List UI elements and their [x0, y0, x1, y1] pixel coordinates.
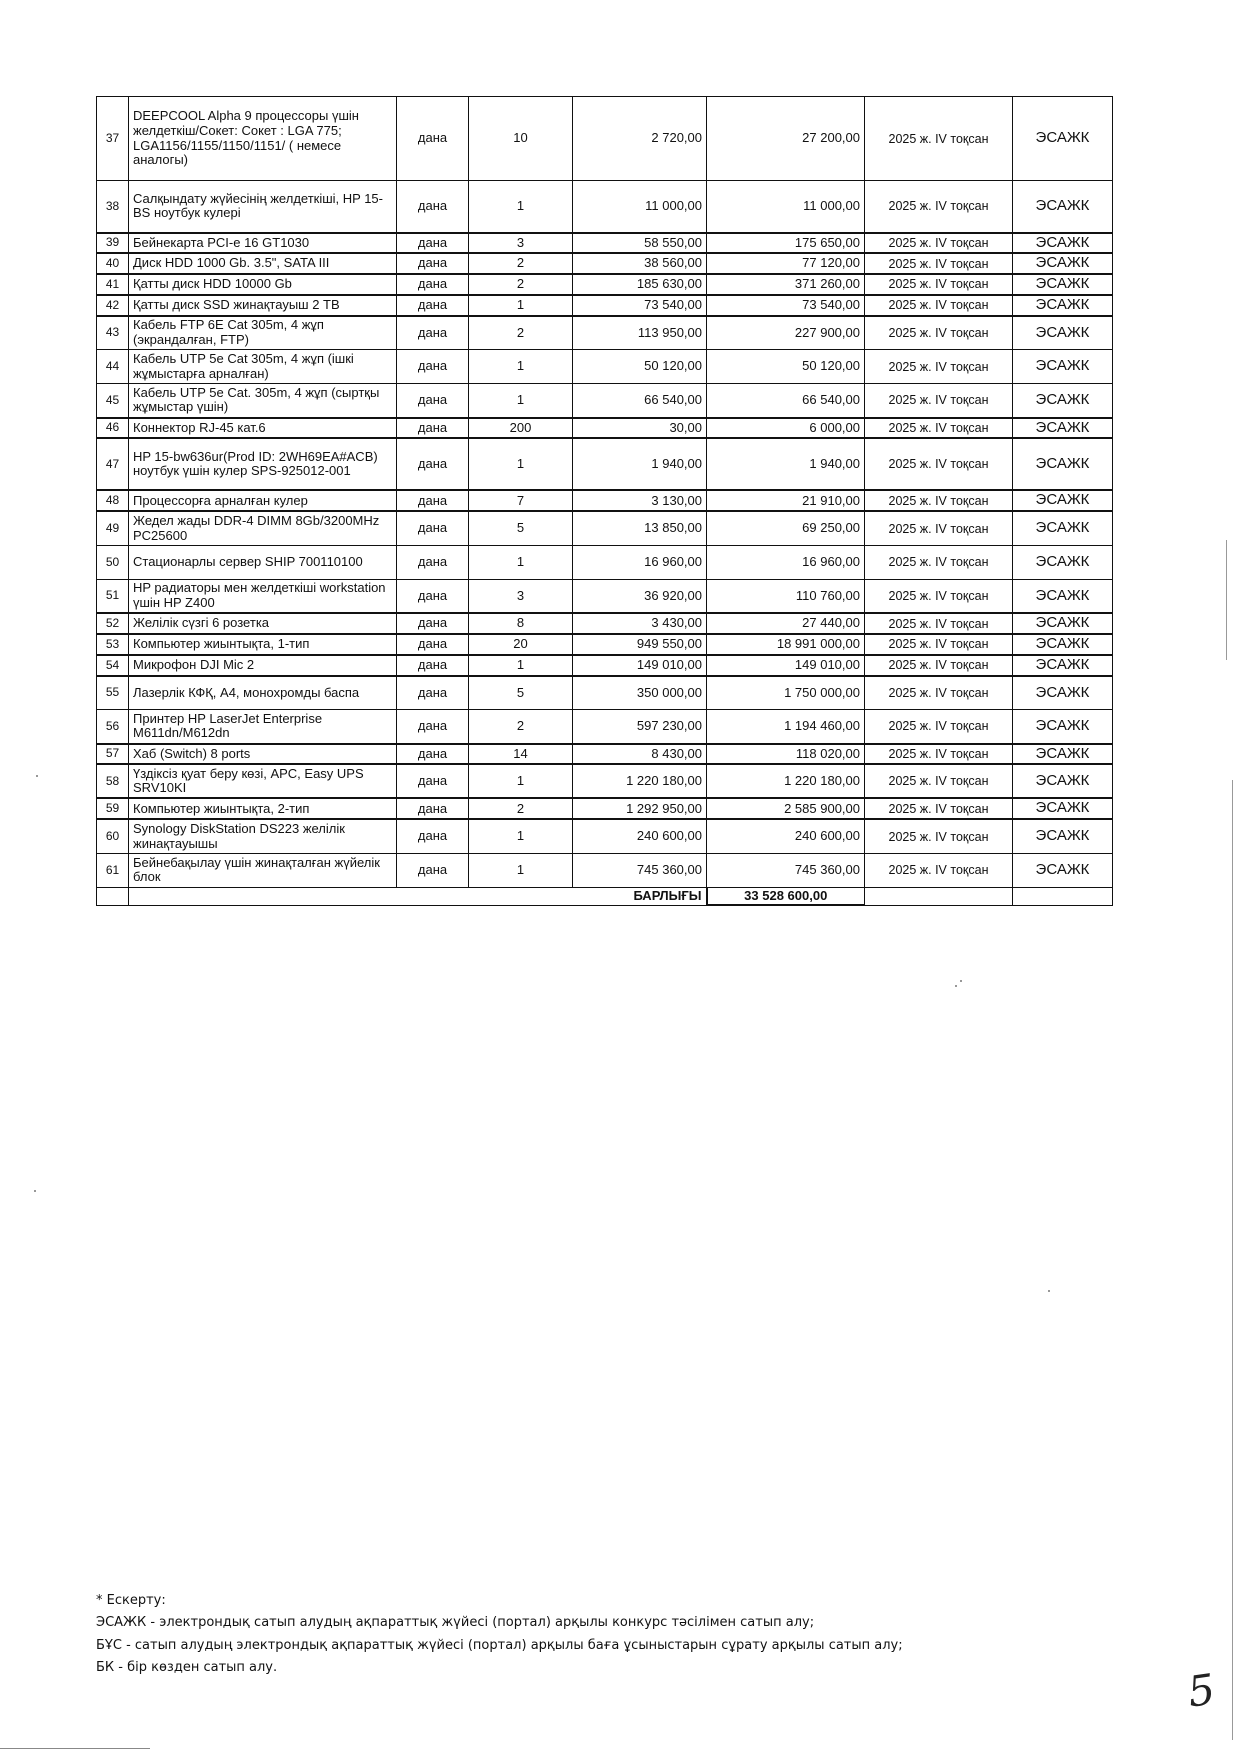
delivery-term-cell: 2025 ж. IV тоқсан	[865, 655, 1013, 676]
procurement-method-cell: ЭСАЖК	[1013, 274, 1113, 295]
total-amount-cell: 227 900,00	[707, 316, 865, 350]
quantity-cell: 1	[469, 438, 573, 490]
item-name-cell: Компьютер жиынтықта, 1-тип	[129, 634, 397, 655]
unit-price-cell: 11 000,00	[573, 181, 707, 233]
total-amount-cell: 21 910,00	[707, 490, 865, 511]
procurement-method-cell: ЭСАЖК	[1013, 438, 1113, 490]
empty-cell	[1013, 887, 1113, 905]
delivery-term-cell: 2025 ж. IV тоқсан	[865, 764, 1013, 798]
unit-price-cell: 149 010,00	[573, 655, 707, 676]
item-name-cell: Диск HDD 1000 Gb. 3.5", SATA III	[129, 253, 397, 274]
scan-speck	[1048, 1290, 1050, 1292]
delivery-term-cell: 2025 ж. IV тоқсан	[865, 710, 1013, 744]
procurement-method-cell: ЭСАЖК	[1013, 295, 1113, 316]
unit-price-cell: 38 560,00	[573, 253, 707, 274]
delivery-term-cell: 2025 ж. IV тоқсан	[865, 295, 1013, 316]
procurement-method-cell: ЭСАЖК	[1013, 819, 1113, 853]
table-row	[97, 744, 1113, 765]
footnote-line-bus: БҰС - сатып алудың электрондық ақпараттық жүйесі (портал) арқылы баға ұсыныстарын сұрату арқылы сатып алу;	[96, 1637, 903, 1653]
delivery-term-cell: 2025 ж. IV тоқсан	[865, 819, 1013, 853]
item-name-cell: Процессорға арналған кулер	[129, 490, 397, 511]
unit-cell: дана	[397, 384, 469, 418]
delivery-term-cell: 2025 ж. IV тоқсан	[865, 418, 1013, 439]
item-name-cell: Кабель UTP 5e Cat. 305m, 4 жұп (сыртқы жұмыстар үшін)	[129, 384, 397, 418]
procurement-method-cell: ЭСАЖК	[1013, 798, 1113, 819]
row-number-cell: 46	[97, 418, 129, 439]
delivery-term-cell: 2025 ж. IV тоқсан	[865, 490, 1013, 511]
delivery-term-cell: 2025 ж. IV тоқсан	[865, 97, 1013, 181]
total-amount-cell: 371 260,00	[707, 274, 865, 295]
unit-cell: дана	[397, 490, 469, 511]
delivery-term-cell: 2025 ж. IV тоқсан	[865, 744, 1013, 765]
unit-price-cell: 3 430,00	[573, 613, 707, 634]
page-number-mark: 5	[1184, 1664, 1219, 1717]
row-number-cell: 52	[97, 613, 129, 634]
table-row	[97, 676, 1113, 710]
scan-edge-line	[1226, 540, 1227, 660]
table-row	[97, 350, 1113, 384]
item-name-cell: Желілік сүзгі 6 розетка	[129, 613, 397, 634]
item-name-cell: Synology DiskStation DS223 желілік жинақтауышы	[129, 819, 397, 853]
quantity-cell: 200	[469, 418, 573, 439]
item-name-cell: Үздіксіз қуат беру көзі, APC, Easy UPS SRV10KI	[129, 764, 397, 798]
row-number-cell: 43	[97, 316, 129, 350]
item-name-cell: HP 15-bw636ur(Prod ID: 2WH69EA#ACB) ноутбук үшін кулер SPS-925012-001	[129, 438, 397, 490]
item-name-cell: Кабель UTP 5e Cat 305m, 4 жұп (ішкі жұмыстарға арналған)	[129, 350, 397, 384]
unit-cell: дана	[397, 545, 469, 579]
total-amount-cell: 11 000,00	[707, 181, 865, 233]
item-name-cell: Қатты диск HDD 10000 Gb	[129, 274, 397, 295]
row-number-cell: 42	[97, 295, 129, 316]
table-row	[97, 274, 1113, 295]
delivery-term-cell: 2025 ж. IV тоқсан	[865, 233, 1013, 254]
procurement-method-cell: ЭСАЖК	[1013, 744, 1113, 765]
unit-price-cell: 240 600,00	[573, 819, 707, 853]
scan-speck	[36, 775, 38, 777]
table-row	[97, 490, 1113, 511]
quantity-cell: 1	[469, 545, 573, 579]
row-number-cell: 44	[97, 350, 129, 384]
quantity-cell: 2	[469, 798, 573, 819]
unit-price-cell: 30,00	[573, 418, 707, 439]
procurement-table	[96, 96, 1113, 906]
table-row	[97, 97, 1113, 181]
total-amount-cell: 745 360,00	[707, 853, 865, 887]
footnote-line-bk: БК - бір көзден сатып алу.	[96, 1660, 278, 1676]
table-row	[97, 233, 1113, 254]
table-row	[97, 384, 1113, 418]
quantity-cell: 2	[469, 253, 573, 274]
table-row	[97, 438, 1113, 490]
total-amount-cell: 118 020,00	[707, 744, 865, 765]
quantity-cell: 1	[469, 819, 573, 853]
item-name-cell: Компьютер жиынтықта, 2-тип	[129, 798, 397, 819]
row-number-cell: 48	[97, 490, 129, 511]
unit-cell: дана	[397, 295, 469, 316]
item-name-cell: DEEPCOOL Alpha 9 процессоры үшін желдеткіш/Сокет: Сокет : LGA 775; LGA1156/1155/1150/1151/ ( немесе аналогы)	[129, 97, 397, 181]
procurement-method-cell: ЭСАЖК	[1013, 253, 1113, 274]
procurement-method-cell: ЭСАЖК	[1013, 764, 1113, 798]
quantity-cell: 1	[469, 295, 573, 316]
table-row	[97, 253, 1113, 274]
unit-cell: дана	[397, 418, 469, 439]
unit-cell: дана	[397, 655, 469, 676]
delivery-term-cell: 2025 ж. IV тоқсан	[865, 798, 1013, 819]
delivery-term-cell: 2025 ж. IV тоқсан	[865, 511, 1013, 545]
total-amount-cell: 2 585 900,00	[707, 798, 865, 819]
quantity-cell: 1	[469, 655, 573, 676]
delivery-term-cell: 2025 ж. IV тоқсан	[865, 253, 1013, 274]
item-name-cell: Салқындату жүйесінің желдеткіші, HP 15-BS ноутбук кулері	[129, 181, 397, 233]
unit-cell: дана	[397, 253, 469, 274]
unit-cell: дана	[397, 710, 469, 744]
quantity-cell: 3	[469, 579, 573, 613]
delivery-term-cell: 2025 ж. IV тоқсан	[865, 613, 1013, 634]
unit-price-cell: 2 720,00	[573, 97, 707, 181]
table-row	[97, 764, 1113, 798]
quantity-cell: 20	[469, 634, 573, 655]
unit-cell: дана	[397, 316, 469, 350]
procurement-method-cell: ЭСАЖК	[1013, 316, 1113, 350]
unit-price-cell: 36 920,00	[573, 579, 707, 613]
unit-price-cell: 8 430,00	[573, 744, 707, 765]
unit-cell: дана	[397, 634, 469, 655]
row-number-cell: 40	[97, 253, 129, 274]
delivery-term-cell: 2025 ж. IV тоқсан	[865, 676, 1013, 710]
procurement-method-cell: ЭСАЖК	[1013, 350, 1113, 384]
item-name-cell: Жедел жады DDR-4 DIMM 8Gb/3200MHz PC25600	[129, 511, 397, 545]
unit-price-cell: 66 540,00	[573, 384, 707, 418]
quantity-cell: 1	[469, 384, 573, 418]
unit-cell: дана	[397, 764, 469, 798]
total-amount-cell: 16 960,00	[707, 545, 865, 579]
item-name-cell: Бейнебақылау үшін жинақталған жүйелік блок	[129, 853, 397, 887]
delivery-term-cell: 2025 ж. IV тоқсан	[865, 438, 1013, 490]
unit-cell: дана	[397, 853, 469, 887]
total-amount-cell: 1 194 460,00	[707, 710, 865, 744]
unit-price-cell: 597 230,00	[573, 710, 707, 744]
row-number-cell: 56	[97, 710, 129, 744]
unit-cell: дана	[397, 798, 469, 819]
delivery-term-cell: 2025 ж. IV тоқсан	[865, 634, 1013, 655]
total-amount-cell: 1 750 000,00	[707, 676, 865, 710]
total-amount-cell: 149 010,00	[707, 655, 865, 676]
item-name-cell: Микрофон DJI Mic 2	[129, 655, 397, 676]
table-row	[97, 634, 1113, 655]
unit-price-cell: 745 360,00	[573, 853, 707, 887]
total-amount-cell: 66 540,00	[707, 384, 865, 418]
row-number-cell: 59	[97, 798, 129, 819]
row-number-cell: 61	[97, 853, 129, 887]
unit-price-cell: 1 220 180,00	[573, 764, 707, 798]
delivery-term-cell: 2025 ж. IV тоқсан	[865, 579, 1013, 613]
quantity-cell: 8	[469, 613, 573, 634]
procurement-method-cell: ЭСАЖК	[1013, 490, 1113, 511]
unit-price-cell: 50 120,00	[573, 350, 707, 384]
total-amount-cell: 1 220 180,00	[707, 764, 865, 798]
total-amount-cell: 18 991 000,00	[707, 634, 865, 655]
row-number-cell: 50	[97, 545, 129, 579]
quantity-cell: 1	[469, 764, 573, 798]
row-number-cell: 47	[97, 438, 129, 490]
total-amount-cell: 1 940,00	[707, 438, 865, 490]
delivery-term-cell: 2025 ж. IV тоқсан	[865, 274, 1013, 295]
row-number-cell: 41	[97, 274, 129, 295]
total-amount-cell: 110 760,00	[707, 579, 865, 613]
table-row	[97, 853, 1113, 887]
total-amount-cell: 27 440,00	[707, 613, 865, 634]
row-number-cell: 53	[97, 634, 129, 655]
unit-price-cell: 1 940,00	[573, 438, 707, 490]
table-row	[97, 181, 1113, 233]
item-name-cell: Лазерлік КФҚ, А4, монохромды баспа	[129, 676, 397, 710]
unit-cell: дана	[397, 181, 469, 233]
quantity-cell: 2	[469, 274, 573, 295]
table-row	[97, 710, 1113, 744]
unit-cell: дана	[397, 613, 469, 634]
delivery-term-cell: 2025 ж. IV тоқсан	[865, 181, 1013, 233]
total-amount-cell: 73 540,00	[707, 295, 865, 316]
unit-price-cell: 3 130,00	[573, 490, 707, 511]
scan-speck	[34, 1190, 36, 1192]
row-number-cell: 60	[97, 819, 129, 853]
delivery-term-cell: 2025 ж. IV тоқсан	[865, 545, 1013, 579]
row-number-cell: 58	[97, 764, 129, 798]
table-row	[97, 655, 1113, 676]
delivery-term-cell: 2025 ж. IV тоқсан	[865, 350, 1013, 384]
total-amount-cell: 50 120,00	[707, 350, 865, 384]
total-label: БАРЛЫҒЫ	[129, 887, 707, 905]
empty-cell	[97, 887, 129, 905]
unit-cell: дана	[397, 744, 469, 765]
procurement-method-cell: ЭСАЖК	[1013, 710, 1113, 744]
procurement-method-cell: ЭСАЖК	[1013, 613, 1113, 634]
footnote	[96, 1590, 1146, 1679]
item-name-cell: Стационарлы сервер SHIP 700110100	[129, 545, 397, 579]
total-amount-cell: 77 120,00	[707, 253, 865, 274]
procurement-method-cell: ЭСАЖК	[1013, 233, 1113, 254]
total-amount-cell: 69 250,00	[707, 511, 865, 545]
procurement-method-cell: ЭСАЖК	[1013, 384, 1113, 418]
unit-cell: дана	[397, 438, 469, 490]
table-row	[97, 613, 1113, 634]
empty-cell	[865, 887, 1013, 905]
row-number-cell: 39	[97, 233, 129, 254]
unit-cell: дана	[397, 274, 469, 295]
row-number-cell: 38	[97, 181, 129, 233]
quantity-cell: 2	[469, 710, 573, 744]
procurement-method-cell: ЭСАЖК	[1013, 676, 1113, 710]
procurement-method-cell: ЭСАЖК	[1013, 655, 1113, 676]
delivery-term-cell: 2025 ж. IV тоқсан	[865, 384, 1013, 418]
total-amount-cell: 6 000,00	[707, 418, 865, 439]
unit-price-cell: 58 550,00	[573, 233, 707, 254]
row-number-cell: 57	[97, 744, 129, 765]
table-row	[97, 798, 1113, 819]
total-amount-cell: 175 650,00	[707, 233, 865, 254]
quantity-cell: 5	[469, 676, 573, 710]
item-name-cell: Принтер HP LaserJet Enterprise M611dn/M612dn	[129, 710, 397, 744]
quantity-cell: 5	[469, 511, 573, 545]
total-amount-cell: 27 200,00	[707, 97, 865, 181]
procurement-method-cell: ЭСАЖК	[1013, 181, 1113, 233]
quantity-cell: 1	[469, 350, 573, 384]
item-name-cell: Кабель FTP 6E Cat 305m, 4 жұп (экрандалған, FTP)	[129, 316, 397, 350]
quantity-cell: 14	[469, 744, 573, 765]
total-row	[97, 887, 1113, 905]
unit-price-cell: 350 000,00	[573, 676, 707, 710]
procurement-method-cell: ЭСАЖК	[1013, 511, 1113, 545]
quantity-cell: 10	[469, 97, 573, 181]
unit-price-cell: 73 540,00	[573, 295, 707, 316]
procurement-method-cell: ЭСАЖК	[1013, 97, 1113, 181]
item-name-cell: Коннектор RJ-45 кат.6	[129, 418, 397, 439]
row-number-cell: 37	[97, 97, 129, 181]
footnote-line-esazhk: ЭСАЖК - электрондық сатып алудың ақпараттық жүйесі (портал) арқылы конкурс тәсілімен сатып алу;	[96, 1615, 815, 1631]
procurement-method-cell: ЭСАЖК	[1013, 579, 1113, 613]
table-row	[97, 579, 1113, 613]
procurement-method-cell: ЭСАЖК	[1013, 545, 1113, 579]
item-name-cell: Бейнекарта PCI-e 16 GT1030	[129, 233, 397, 254]
unit-cell: дана	[397, 233, 469, 254]
delivery-term-cell: 2025 ж. IV тоқсан	[865, 853, 1013, 887]
unit-price-cell: 13 850,00	[573, 511, 707, 545]
quantity-cell: 1	[469, 853, 573, 887]
scan-speck	[960, 980, 962, 982]
procurement-method-cell: ЭСАЖК	[1013, 418, 1113, 439]
table-row	[97, 295, 1113, 316]
unit-cell: дана	[397, 97, 469, 181]
unit-price-cell: 949 550,00	[573, 634, 707, 655]
delivery-term-cell: 2025 ж. IV тоқсан	[865, 316, 1013, 350]
unit-price-cell: 185 630,00	[573, 274, 707, 295]
scan-speck	[955, 985, 957, 987]
item-name-cell: Қатты диск SSD жинақтауыш 2 TB	[129, 295, 397, 316]
table-row	[97, 316, 1113, 350]
unit-price-cell: 113 950,00	[573, 316, 707, 350]
row-number-cell: 55	[97, 676, 129, 710]
row-number-cell: 45	[97, 384, 129, 418]
quantity-cell: 2	[469, 316, 573, 350]
table-row	[97, 511, 1113, 545]
quantity-cell: 3	[469, 233, 573, 254]
table-row	[97, 545, 1113, 579]
item-name-cell: HP радиаторы мен желдеткіші workstation үшін HP Z400	[129, 579, 397, 613]
unit-cell: дана	[397, 511, 469, 545]
total-amount-cell: 240 600,00	[707, 819, 865, 853]
item-name-cell: Хаб (Switch) 8 ports	[129, 744, 397, 765]
footnote-title: * Ескерту:	[96, 1593, 166, 1608]
row-number-cell: 49	[97, 511, 129, 545]
total-sum: 33 528 600,00	[707, 887, 865, 905]
row-number-cell: 51	[97, 579, 129, 613]
unit-price-cell: 16 960,00	[573, 545, 707, 579]
table-row	[97, 819, 1113, 853]
procurement-method-cell: ЭСАЖК	[1013, 634, 1113, 655]
quantity-cell: 1	[469, 181, 573, 233]
unit-cell: дана	[397, 676, 469, 710]
scan-edge-line	[1232, 780, 1233, 1740]
unit-cell: дана	[397, 579, 469, 613]
row-number-cell: 54	[97, 655, 129, 676]
procurement-method-cell: ЭСАЖК	[1013, 853, 1113, 887]
scan-edge-line	[0, 1748, 150, 1749]
quantity-cell: 7	[469, 490, 573, 511]
unit-cell: дана	[397, 819, 469, 853]
unit-price-cell: 1 292 950,00	[573, 798, 707, 819]
table-row	[97, 418, 1113, 439]
unit-cell: дана	[397, 350, 469, 384]
